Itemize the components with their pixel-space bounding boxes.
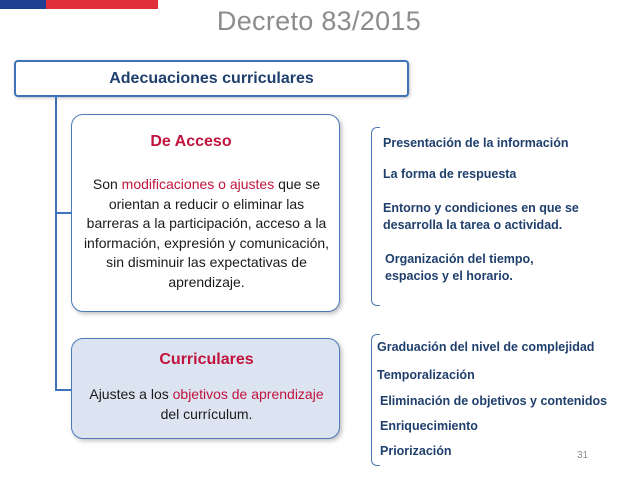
- tree-branch-curriculares: [55, 389, 71, 391]
- slide-title: Decreto 83/2015: [216, 6, 422, 36]
- acceso-bracket: [371, 127, 380, 306]
- curriculares-title: Curriculares: [159, 351, 254, 368]
- curriculares-item: Priorización: [380, 444, 452, 458]
- acceso-description: Son modificaciones o ajustes que se orientan a reducir o eliminar las barreras a la participación, acceso a la información, expresión y comunicación, sin disminuir las expectativas de aprendizaje.: [83, 176, 330, 290]
- acceso-item: Organización del tiempo,: [385, 252, 534, 266]
- acceso-item: Presentación de la información: [383, 136, 569, 150]
- acceso-item: La forma de respuesta: [383, 167, 517, 181]
- tree-vertical-line: [55, 97, 57, 391]
- tree-branch-acceso: [55, 212, 71, 214]
- curriculares-item: Eliminación de objetivos y contenidos: [380, 394, 608, 408]
- curriculares-item: Enriquecimiento: [380, 419, 478, 433]
- page-number: 31: [577, 450, 589, 461]
- acceso-item: Entorno y condiciones en que se: [383, 201, 579, 215]
- acceso-box: [71, 114, 340, 312]
- curriculares-item: Temporalización: [377, 368, 475, 382]
- acceso-title: De Acceso: [150, 133, 232, 150]
- acceso-item: desarrolla la tarea o actividad.: [383, 218, 563, 232]
- acceso-item: espacios y el horario.: [385, 269, 513, 283]
- header-box: Adecuaciones curriculares: [14, 60, 409, 97]
- curriculares-description: Ajustes a los objetivos de aprendizaje del currículum.: [89, 386, 324, 422]
- curriculares-item: Graduación del nivel de complejidad: [377, 340, 595, 354]
- curriculares-box: [71, 338, 340, 439]
